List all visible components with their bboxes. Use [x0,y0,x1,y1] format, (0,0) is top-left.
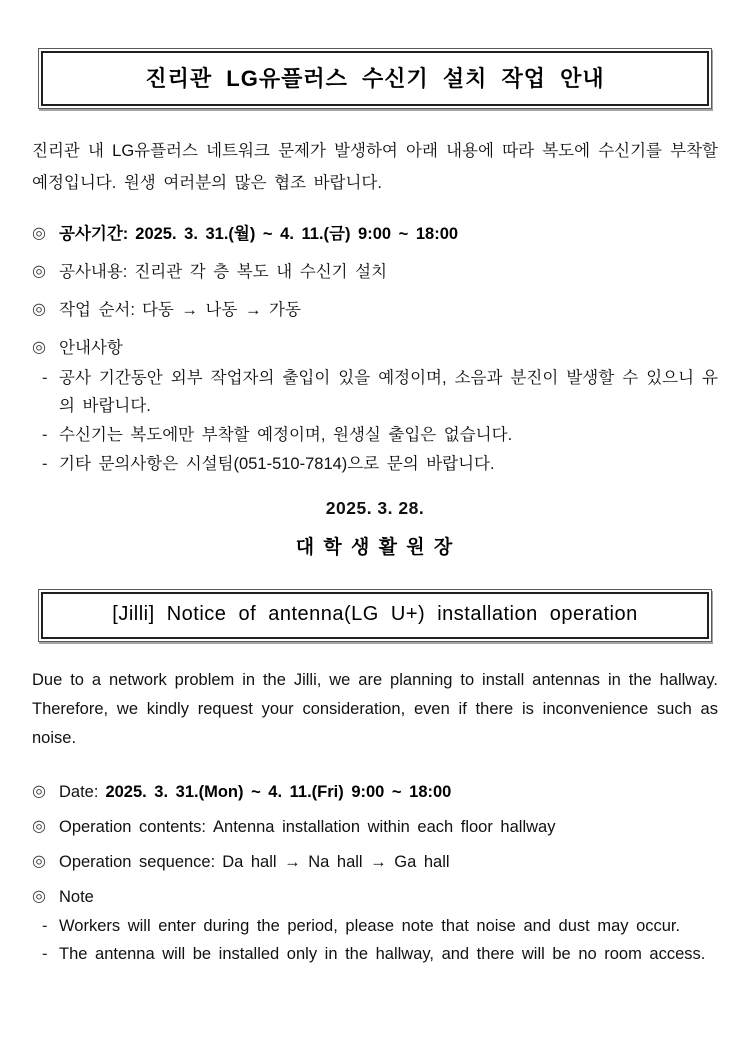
english-item-date [32,779,718,805]
work-sequence-line [59,297,301,323]
operation-sequence-line [59,849,450,875]
english-title: [Jilli] Notice of antenna(LG U+) installation operation [112,603,638,625]
english-date-value: 2025. 3. 31.(Mon) ~ 4. 11.(Fri) 9:00 ~ 18:00 [105,783,452,801]
construction-period-line [59,221,458,247]
korean-title-box [38,48,712,109]
dash-bullet: - [42,426,48,444]
korean-intro-paragraph: 진리관 내 LG유플러스 네트워크 문제가 발생하여 아래 내용에 따라 복도에 수신기를 부착할 예정입니다. 원생 여러분의 많은 협조 바랍니다. [32,142,718,192]
construction-period-value: 2025. 3. 31.(월) ~ 4. 11.(금) 9:00 ~ 18:00 [135,225,459,243]
dash-bullet: - [42,369,48,387]
english-note-header: Note [59,888,94,906]
english-intro-paragraph: Due to a network problem in the Jilli, we are planning to install antennas in the hallway. Therefore, we kindly request your consideration, even if there is inconvenience such as noise. [32,671,718,747]
english-note-1-text: Workers will enter during the period, please note that noise and dust may occur. [59,917,681,935]
korean-item-work-sequence [32,297,718,323]
korean-item-construction-period [32,221,718,247]
construction-contents-line [59,259,387,285]
work-sequence-label: 작업 순서: [59,301,135,319]
dash-bullet: - [42,455,48,473]
korean-title: 진리관 LG유플러스 수신기 설치 작업 안내 [145,66,605,91]
operation-contents-line [59,814,555,840]
korean-title-box-inner [41,51,709,106]
korean-item-notes-header [32,335,718,361]
english-date-line [59,779,451,805]
bullseye-bullet-icon: ◎ [32,888,46,905]
korean-note-2-text: 수신기는 복도에만 부착할 예정이며, 원생실 출입은 없습니다. [59,426,513,444]
korean-note-1 [32,364,718,420]
operation-contents-value: Antenna installation within each floor hallway [213,818,556,836]
signer-title: 대 학 생 활 원 장 [295,537,455,558]
english-notes-block [32,913,718,968]
korean-notes-header: 안내사항 [59,339,123,357]
operation-sequence-label: Operation sequence: [59,853,216,871]
english-item-operation-contents [32,814,718,840]
english-note-1 [32,913,718,940]
korean-notes-block [32,364,718,478]
bullseye-bullet-icon: ◎ [32,263,46,280]
bullseye-bullet-icon: ◎ [32,225,46,242]
bullseye-bullet-icon: ◎ [32,339,46,356]
english-note-2 [32,941,718,968]
bullseye-bullet-icon: ◎ [32,818,46,835]
bullseye-bullet-icon: ◎ [32,301,46,318]
english-note-2-text: The antenna will be installed only in the hallway, and there will be no room access. [59,945,706,963]
english-item-operation-sequence [32,849,718,875]
korean-note-3 [32,450,718,478]
work-sequence-value: 다동 → 나동 → 가동 [141,301,301,319]
bullseye-bullet-icon: ◎ [32,783,46,800]
operation-sequence-value: Da hall → Na hall → Ga hall [222,853,450,871]
korean-note-2 [32,421,718,449]
construction-contents-label: 공사내용: [59,263,128,281]
dash-bullet: - [42,945,48,963]
english-title-box [38,589,712,642]
korean-item-construction-contents [32,259,718,285]
construction-contents-value: 진리관 각 층 복도 내 수신기 설치 [134,263,388,281]
english-title-box-inner [41,592,709,639]
bullseye-bullet-icon: ◎ [32,853,46,870]
notice-date: 2025. 3. 28. [325,498,425,518]
dash-bullet: - [42,917,48,935]
english-date-label: Date: [59,783,99,801]
korean-note-3-text: 기타 문의사항은 시설팀(051-510-7814)으로 문의 바랍니다. [59,455,495,473]
operation-contents-label: Operation contents: [59,818,207,836]
english-item-note-header [32,884,718,910]
english-items [32,779,718,910]
korean-note-1-text: 공사 기간동안 외부 작업자의 출입이 있을 예정이며, 소음과 분진이 발생할 수 있으니 유의 바랍니다. [59,369,718,415]
construction-period-label: 공사기간: [59,225,129,243]
